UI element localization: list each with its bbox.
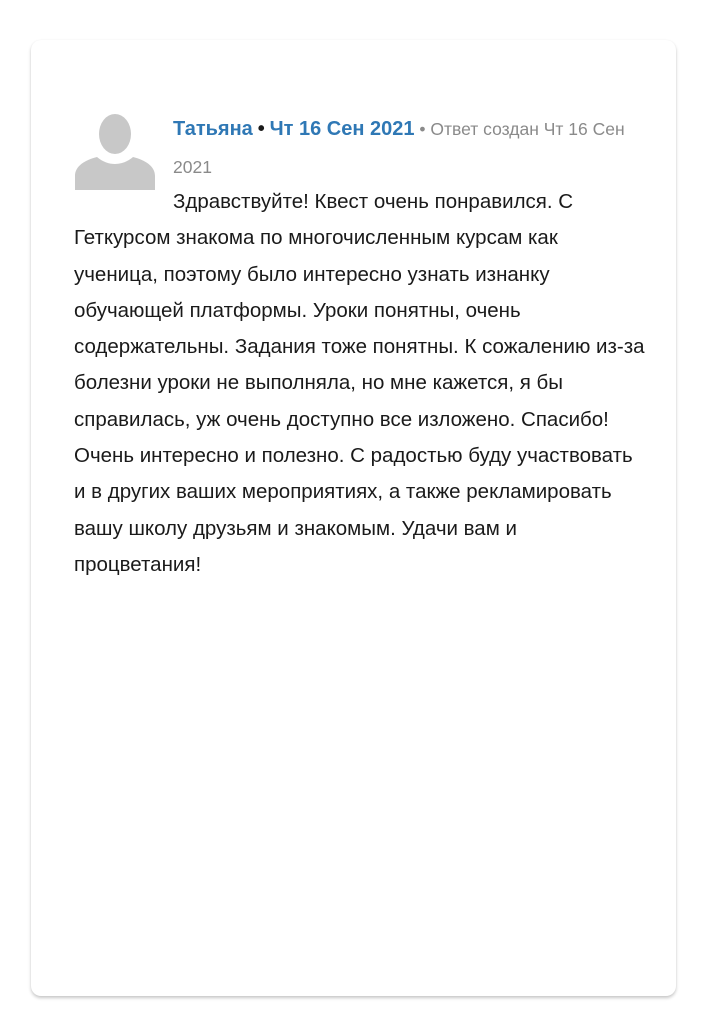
comment <box>74 110 646 583</box>
created-label: Ответ создан Чт 16 Сен 2021 <box>173 119 625 177</box>
meta-separator: • <box>257 118 265 140</box>
avatar[interactable] <box>75 110 155 190</box>
date-link[interactable]: Чт 16 Сен 2021 <box>269 118 415 140</box>
comment-text: Здравствуйте! Квест очень понравился. С Геткурсом знакома по многочисленным курсам как ученица, поэтому было интересно узнать изнанку обучающей платформы. Уроки понятны, очень содержательны. Задания тоже понятны. К сожалению из-за болезни уроки не выполняла, но мне кажется, я бы справилась, уж очень доступно все изложено. Спасибо! Очень интересно и полезно. С радостью буду участвовать и в других ваших мероприятиях, а также рекламировать вашу школу друзьям и знакомым. Удачи вам и процветания! <box>74 190 645 576</box>
meta-separator-light: • <box>419 119 426 139</box>
user-silhouette-icon <box>75 110 155 190</box>
comment-meta <box>74 110 646 186</box>
comment-card <box>31 40 676 996</box>
author-link[interactable]: Татьяна <box>173 118 253 140</box>
